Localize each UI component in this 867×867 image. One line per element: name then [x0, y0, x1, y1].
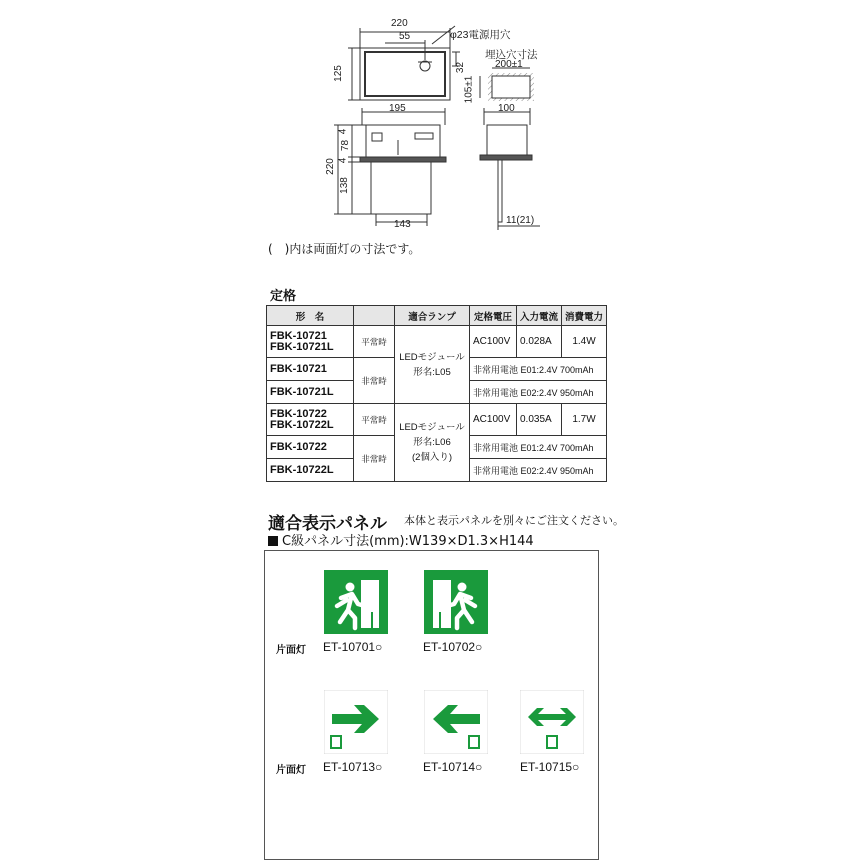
- model-name: FBK-10721: [267, 358, 354, 381]
- header-model: 形 名: [267, 306, 354, 326]
- cut-width: 200±1: [495, 59, 523, 70]
- dim-side-height: 125: [332, 65, 344, 82]
- model-name: FBK-10722L: [267, 459, 354, 482]
- double-arrow-sign-icon: [520, 690, 584, 754]
- header-lamp: 適合ランプ: [395, 306, 470, 326]
- dim-side-11: 11(21): [506, 215, 535, 226]
- dimension-note: ( )内は両面灯の寸法です。: [268, 242, 421, 256]
- arrow-left-sign-icon: [424, 690, 488, 754]
- mode-cell: 非常時: [354, 358, 395, 404]
- panel-heading: 適合表示パネル: [268, 514, 387, 534]
- dim-depth-100: 100: [498, 103, 515, 114]
- voltage-cell: AC100V: [470, 326, 517, 358]
- model-name: FBK-10722L: [270, 418, 334, 431]
- model-name: FBK-10722: [270, 407, 327, 420]
- panel-code: ET-10714○: [423, 760, 483, 774]
- mode-cell: 非常時: [354, 436, 395, 482]
- spec-table: [266, 305, 607, 482]
- battery-cell: 非常用電池 E02:2.4V 950mAh: [470, 459, 607, 482]
- panel-note: 本体と表示パネルを別々にご注文ください。: [404, 514, 624, 527]
- dim-inner-width: 55: [399, 31, 411, 42]
- spec-header-row: [267, 306, 607, 326]
- exit-running-man-sign-icon: [324, 570, 388, 634]
- dim-top-width: 220: [391, 18, 408, 29]
- header-power: 消費電力: [562, 306, 607, 326]
- lamp-cell: [395, 404, 470, 482]
- panel-size: [268, 530, 534, 549]
- lamp-cell: [395, 326, 470, 404]
- battery-cell: 非常用電池 E01:2.4V 700mAh: [470, 358, 607, 381]
- header-voltage: 定格電圧: [470, 306, 517, 326]
- lamp-text: LEDモジュール 形名:L05: [399, 351, 465, 378]
- header-mode: [354, 306, 395, 326]
- dim-front-width: 195: [389, 103, 406, 114]
- current-cell: 0.028A: [517, 326, 562, 358]
- dim-bottom-143: 143: [394, 219, 411, 230]
- panel-code: ET-10715○: [520, 760, 580, 774]
- panel-size-text: C級パネル寸法(mm):W139×D1.3×H144: [282, 534, 534, 549]
- dim-hole-label: φ23電源用穴: [450, 29, 511, 41]
- battery-cell: 非常用電池 E01:2.4V 700mAh: [470, 436, 607, 459]
- mode-cell: 平常時: [354, 326, 395, 358]
- model-cell: [267, 404, 354, 436]
- dimension-drawing: [0, 0, 867, 240]
- model-name: FBK-10721L: [270, 340, 334, 353]
- exit-running-man-sign-icon: [424, 570, 488, 634]
- dim-total-220: 220: [324, 158, 336, 175]
- side-label: 片面灯: [276, 645, 306, 656]
- dim-138: 138: [338, 177, 350, 194]
- mode-cell: 平常時: [354, 404, 395, 436]
- model-name: FBK-10722: [267, 436, 354, 459]
- power-cell: 1.4W: [562, 326, 607, 358]
- dim-78: 78: [340, 139, 352, 152]
- side-label: 片面灯: [276, 765, 306, 776]
- arrow-right-sign-icon: [324, 690, 388, 754]
- table-row: [267, 326, 607, 358]
- spec-heading: 定格: [270, 289, 297, 304]
- table-row: [267, 404, 607, 436]
- power-cell: 1.7W: [562, 404, 607, 436]
- dim-4b: 4: [337, 157, 349, 164]
- current-cell: 0.035A: [517, 404, 562, 436]
- model-cell: [267, 326, 354, 358]
- voltage-cell: AC100V: [470, 404, 517, 436]
- panel-code: ET-10702○: [423, 640, 483, 654]
- dim-offset-32: 32: [455, 61, 467, 74]
- header-current: 入力電流: [517, 306, 562, 326]
- square-bullet-icon: [268, 536, 278, 546]
- model-name: FBK-10721: [270, 329, 327, 342]
- cut-title: 埋込穴寸法: [485, 49, 538, 61]
- dim-4a: 4: [337, 128, 349, 135]
- lamp-text: LEDモジュール 形名:L06 (2個入り): [399, 422, 465, 463]
- panel-code: ET-10701○: [323, 640, 383, 654]
- cut-height: 105±1: [463, 75, 475, 104]
- panel-code: ET-10713○: [323, 760, 383, 774]
- battery-cell: 非常用電池 E02:2.4V 950mAh: [470, 381, 607, 404]
- model-name: FBK-10721L: [267, 381, 354, 404]
